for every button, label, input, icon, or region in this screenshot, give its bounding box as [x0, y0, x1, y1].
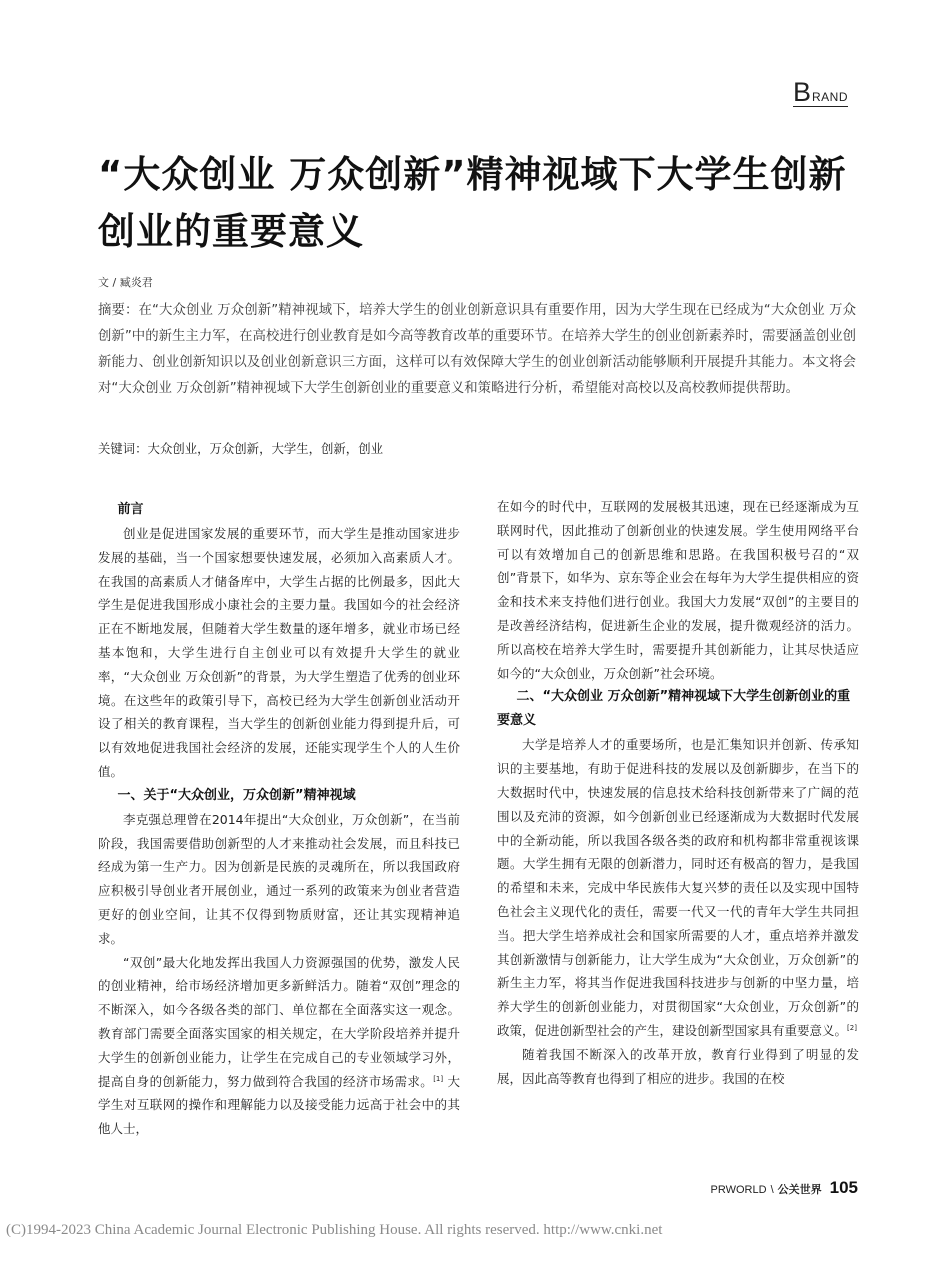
citation-ref: [1]: [433, 1074, 444, 1083]
copyright-watermark: (C)1994-2023 China Academic Journal Electronic Publishing House. All rights reserved. http://www.cnki.net: [6, 1222, 663, 1238]
left-column: [98, 498, 460, 1141]
brand-rest: RAND: [812, 90, 849, 104]
keywords: 关键词：大众创业，万众创新，大学生，创新，创业: [98, 441, 383, 456]
paragraph: 随着我国不断深入的改革开放，教育行业得到了明显的发展，因此高等教育也得到了相应的进步。我国的在校: [497, 1046, 859, 1086]
author-line: 文 / 臧炎君: [98, 276, 153, 289]
heading-section-2: 二、“大众创业 万众创新”精神视域下大学生创新创业的重要意义: [497, 689, 851, 729]
right-column: [497, 495, 859, 1090]
heading-section-1: 一、关于“大众创业，万众创新”精神视域: [117, 787, 356, 803]
brand-initial: B: [793, 77, 812, 107]
brand-mark: [793, 76, 848, 107]
paragraph: 李克强总理曾在2014年提出“大众创业，万众创新”，在当前阶段，我国需要借助创新型的人才来推动社会发展，而且科技已经成为第一生产力。因为创新是民族的灵魂所在，所以我国政府应积极引导创业者开展创业，通过一系列的政策来为创业者营造更好的创业空间，让其不仅得到物质财富，还让其实现精神追求。: [98, 811, 460, 946]
citation-ref: [2]: [847, 1023, 857, 1032]
footer-separator: \: [770, 1184, 774, 1196]
paragraph-text: 大学生对互联网的操作和理解能力以及接受能力远高于社会中的其他人士，: [98, 1073, 460, 1137]
paragraph: 在如今的时代中，互联网的发展极其迅速，现在已经逐渐成为互联网时代，因此推动了创新创业的快速发展。学生使用网络平台可以有效增加自己的创新思维和思路。在我国积极号召的“双创”背景下，如华为、京东等企业会在每年为大学生提供相应的资金和技术来支持他们进行创业。我国大力发展“双创”的主要目的是改善经济结构，促进新生企业的发展，提升微观经济的活力。所以高校在培养大学生时，需要提升其创新能力，让其尽快适应如今的“大众创业，万众创新”社会环境。: [497, 499, 859, 681]
heading-preface: 前言: [117, 502, 144, 517]
footer-prworld: PRWORLD: [710, 1184, 767, 1196]
paragraph: 创业是促进国家发展的重要环节，而大学生是推动国家进步发展的基础，当一个国家想要快速发展，必须加入高素质人才。在我国的高素质人才储备库中，大学生占据的比例最多，因此大学生是促进我国形成小康社会的主要力量。我国如今的社会经济正在不断地发展，但随着大学生数量的逐年增多，就业市场已经基本饱和，大学生进行自主创业可以有效提升大学生的就业率，“大众创业 万众创新”的背景，为大学生塑造了优秀的创业环境。在这些年的政策引导下，高校已经为大学生创新创业活动开设了相关的教育课程，当大学生的创新创业能力得到提升后，可以有效地促进我国社会经济的发展，还能实现学生个人的人生价值。: [98, 526, 460, 779]
paragraph-text: 大学是培养人才的重要场所，也是汇集知识并创新、传承知识的主要基地，有助于促进科技的发展以及创新脚步，在当下的大数据时代中，快速发展的信息技术给科技创新带来了广阔的范围以及充沛的资源，如今创新创业已经逐渐成为大数据时代发展中的全新动能，所以我国各级各类的政府和机构都非常重视该课题。大学生拥有无限的创新潜力，同时还有极高的智力，是我国的希望和未来，完成中华民族伟大复兴梦的责任以及实现中国特色社会主义现代化的责任，需要一代又一代的青年大学生共同担当。把大学生培养成社会和国家所需要的人才，重点培养并激发其创新激情与创新能力，让大学生成为“大众创业，万众创新”的新生主力军，将其当作促进我国科技进步与创新的中坚力量，培养大学生的创新创业能力，对贯彻国家“大众创业，万众创新”的政策，促进创新型社会的产生，建设创新型国家具有重要意义。: [497, 737, 859, 1038]
page-number: 105: [829, 1178, 858, 1197]
paragraph-text: “双创”最大化地发挥出我国人力资源强国的优势，激发人民的创业精神，给市场经济增加更多新鲜活力。随着“双创”理念的不断深入，如今各级各类的部门、单位都在全面落实这一观念。教育部门需要全面落实国家的相关规定，在大学阶段培养并提升大学生的创新创业能力，让学生在完成自己的专业领域学习外，提高自身的创新能力，努力做到符合我国的经济市场需求。: [98, 954, 460, 1089]
page-footer: [678, 1178, 858, 1198]
article-title: “大众创业 万众创新”精神视域下大学生创新创业的重要意义: [98, 153, 847, 253]
footer-publication: 公关世界: [777, 1183, 822, 1196]
abstract: 摘要：在“大众创业 万众创新”精神视域下，培养大学生的创业创新意识具有重要作用，因为大学生现在已经成为“大众创业 万众创新”中的新生主力军，在高校进行创业教育是如今高等教育改革的重要环节。在培养大学生的创业创新素养时，需要涵盖创业创新能力、创业创新知识以及创业创新意识三方面，这样可以有效保障大学生的创业创新活动能够顺利开展提升其能力。本文将会对“大众创业 万众创新”精神视域下大学生创新创业的重要意义和策略进行分析，希望能对高校以及高校教师提供帮助。: [98, 303, 856, 396]
paragraph: [497, 733, 859, 1042]
paragraph: [98, 951, 460, 1141]
